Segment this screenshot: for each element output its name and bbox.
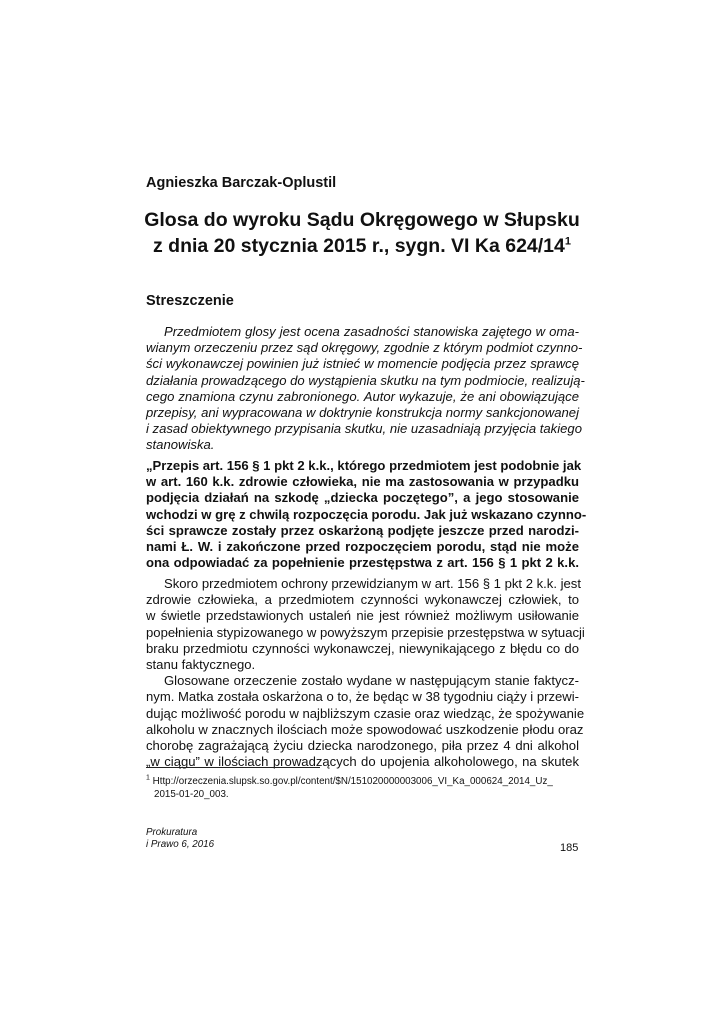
title-line-2-text: z dnia 20 stycznia 2015 r., sygn. VI Ka 624/14 — [152, 235, 565, 257]
abstract-line: przepisy, ani wypracowana w doktrynie konstrukcja normy sankcjonowanej — [146, 404, 579, 420]
body-line: nym. Matka została oskarżona o to, że będąc w 38 tygodniu ciąży i przewi- — [146, 689, 580, 705]
body-line: stanu faktycznego. — [146, 656, 256, 672]
abstract-heading: Streszczenie — [146, 293, 234, 309]
body-line: zdrowie człowieka, a przedmiotem czynności wykonawczej człowiek, to — [146, 592, 579, 608]
abstract-line: ści wykonawczej powinien już istnieć w momencie podjęcia przez sprawcę — [146, 356, 579, 372]
title-line-2 — [120, 233, 604, 259]
thesis-line: „Przepis art. 156 § 1 pkt 2 k.k., którego przedmiotem jest podobnie jak — [146, 458, 582, 473]
abstract-line: działania prowadzącego do wystąpienia skutku na tym podmiocie, realizują- — [146, 372, 585, 388]
abstract-line: wianym orzeczeniu przez sąd okręgowy, zgodnie z którym podmiot czynno- — [146, 340, 583, 356]
body-line: chorobę zagrażającą życiu dziecka narodzonego, piła przez 4 dni alkohol — [146, 737, 579, 753]
abstract-line: i zasad obiektywnego przypisania skutku, nie uzasadniają przyjęcia takiego — [146, 421, 582, 437]
abstract-line: stanowiska. — [146, 437, 215, 453]
journal-issue: i Prawo 6, 2016 — [146, 839, 215, 850]
footnote-link[interactable]: Http://orzeczenia.slupsk.so.gov.pl/content/$N/151020000003006_VI_Ka_000624_2014_Uz_ — [152, 776, 553, 787]
article-title — [120, 207, 604, 259]
page-number: 185 — [560, 842, 579, 854]
footnote-separator — [146, 767, 320, 768]
thesis-line: ści sprawcze zostały przez oskarżoną podjęte jeszcze przed narodzi- — [146, 522, 579, 538]
body-line: dując możliwość porodu w najbliższym czasie oraz wiedząc, że spożywanie — [146, 705, 585, 721]
thesis-line: wchodzi w grę z chwilą rozpoczęcia porodu. Jak już wskazano czynno- — [146, 506, 587, 522]
title-footnote-ref: 1 — [564, 235, 571, 248]
body-line: braku przedmiotu czynności wykonawczej, niewynikającego z błędu co do — [146, 640, 579, 656]
journal-name: Prokuratura — [146, 827, 198, 838]
thesis-line: w art. 160 k.k. zdrowie człowieka, nie ma zastosowania w przypadku — [146, 474, 579, 490]
body-line: popełnienia stypizowanego w powyższym przepisie przestępstwa w sytuacji — [146, 624, 585, 640]
thesis-line: nami Ł. W. i zakończone przed rozpoczęciem porodu, stąd nie może — [146, 538, 579, 554]
body-line: „w ciągu” w ilościach prowadzących do upojenia alkoholowego, na skutek — [146, 754, 579, 770]
body-line: alkoholu w znacznych ilościach może spowodować uszkodzenie płodu oraz — [146, 721, 584, 737]
thesis-line: ona odpowiadać za popełnienie przestępstwa z art. 156 § 1 pkt 2 k.k. — [146, 555, 579, 571]
abstract-line: Przedmiotem glosy jest ocena zasadności stanowiska zajętego w oma- — [164, 324, 579, 339]
footnote-line-1 — [146, 775, 586, 788]
thesis-quote — [146, 458, 587, 571]
footnote-number: 1 — [146, 774, 150, 782]
abstract-paragraph — [146, 324, 585, 454]
abstract-line: cego znamiona czynu zabronionego. Autor wykazuje, że ani obowiązujące — [146, 388, 579, 404]
body-line: Skoro przedmiotem ochrony przewidzianym w art. 156 § 1 pkt 2 k.k. jest — [164, 576, 581, 591]
footnote-line-2: 2015-01-20_003. — [154, 789, 229, 800]
title-line-1: Glosa do wyroku Sądu Okręgowego w Słupsku — [144, 209, 580, 231]
thesis-line: podjęcia działań na szkodę „dziecka poczętego”, a jego stosowanie — [146, 490, 579, 506]
body-line: Glosowane orzeczenie zostało wydane w następującym stanie faktycz- — [164, 673, 579, 689]
body-text — [146, 576, 585, 770]
author-name: Agnieszka Barczak-Oplustil — [146, 175, 337, 191]
journal-info — [146, 827, 214, 851]
footnote — [146, 775, 586, 801]
body-line: w świetle przedstawionych ustaleń nie jest również możliwym usiłowanie — [146, 608, 579, 624]
